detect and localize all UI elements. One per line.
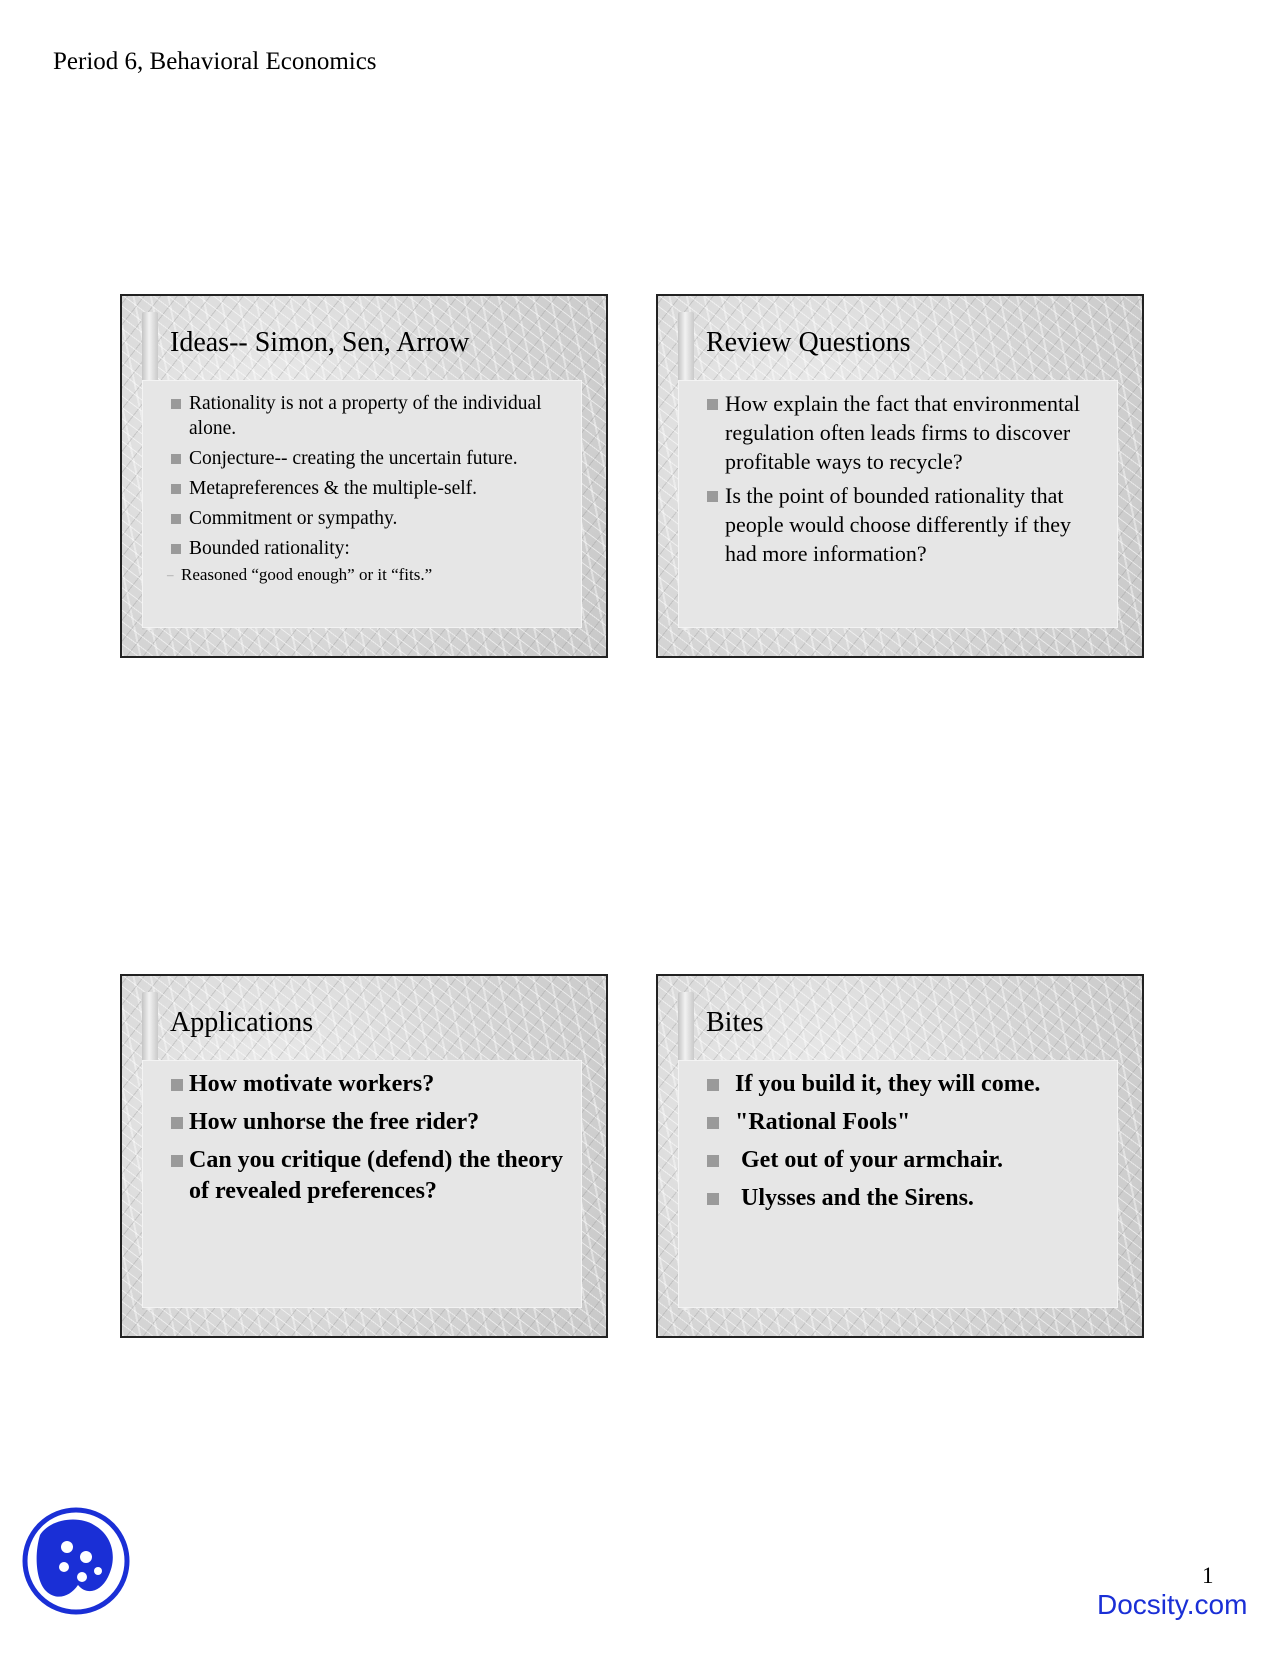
square-bullet-icon [171,1155,183,1167]
square-bullet-icon [707,399,718,410]
slide-applications [120,974,608,1338]
list-item: Can you critique (defend) the theory of revealed preferences? [171,1145,571,1207]
slide-body [678,1060,1118,1308]
list-item: Commitment or sympathy. [171,506,571,531]
slide-body [142,380,582,628]
list-item: How unhorse the free rider? [171,1107,571,1138]
list-item: Rationality is not a property of the individual alone. [171,391,571,441]
page-number: 1 [1202,1563,1214,1588]
square-bullet-icon [707,1079,719,1091]
slide-ideas [120,294,608,658]
slide-title: Review Questions [706,327,911,358]
list-item: Bounded rationality: [171,536,571,561]
slide-body [678,380,1118,628]
list-item: How motivate workers? [171,1069,571,1100]
dash-bullet-icon: – [167,567,174,582]
page-title: Period 6, Behavioral Economics [53,48,377,75]
slide-title: Applications [170,1007,314,1038]
list-item: Is the point of bounded rationality that people would choose differently if they had more information? [707,481,1107,568]
docsity-link[interactable]: Docsity.com [1097,1589,1248,1620]
square-bullet-icon [707,1155,719,1167]
square-bullet-icon [171,544,181,554]
slide-bites [656,974,1144,1338]
bullet-list [679,1061,1117,1214]
square-bullet-icon [707,491,718,502]
square-bullet-icon [707,1193,719,1205]
list-item: Ulysses and the Sirens. [707,1183,1107,1214]
sub-list-item: – Reasoned “good enough” or it “fits.” [167,565,433,584]
bullet-list [679,381,1117,568]
list-item: Get out of your armchair. [707,1145,1107,1176]
square-bullet-icon [171,514,181,524]
list-item: If you build it, they will come. [707,1069,1107,1100]
slide-review-questions [656,294,1144,658]
square-bullet-icon [171,454,181,464]
list-item: Conjecture-- creating the uncertain future. [171,446,571,471]
slide-body [142,1060,582,1308]
bullet-list [143,381,581,561]
slide-title: Bites [706,1007,764,1038]
square-bullet-icon [171,1117,183,1129]
square-bullet-icon [171,484,181,494]
list-item: How explain the fact that environmental regulation often leads firms to discover profitable ways to recycle? [707,389,1107,476]
square-bullet-icon [171,1079,183,1091]
slide-title: Ideas-- Simon, Sen, Arrow [170,327,470,358]
bullet-list [143,1061,581,1207]
list-item: Metapreferences & the multiple-self. [171,476,571,501]
square-bullet-icon [171,399,181,409]
docsity-logo-icon[interactable] [20,1505,132,1617]
square-bullet-icon [707,1117,719,1129]
list-item: "Rational Fools" [707,1107,1107,1138]
